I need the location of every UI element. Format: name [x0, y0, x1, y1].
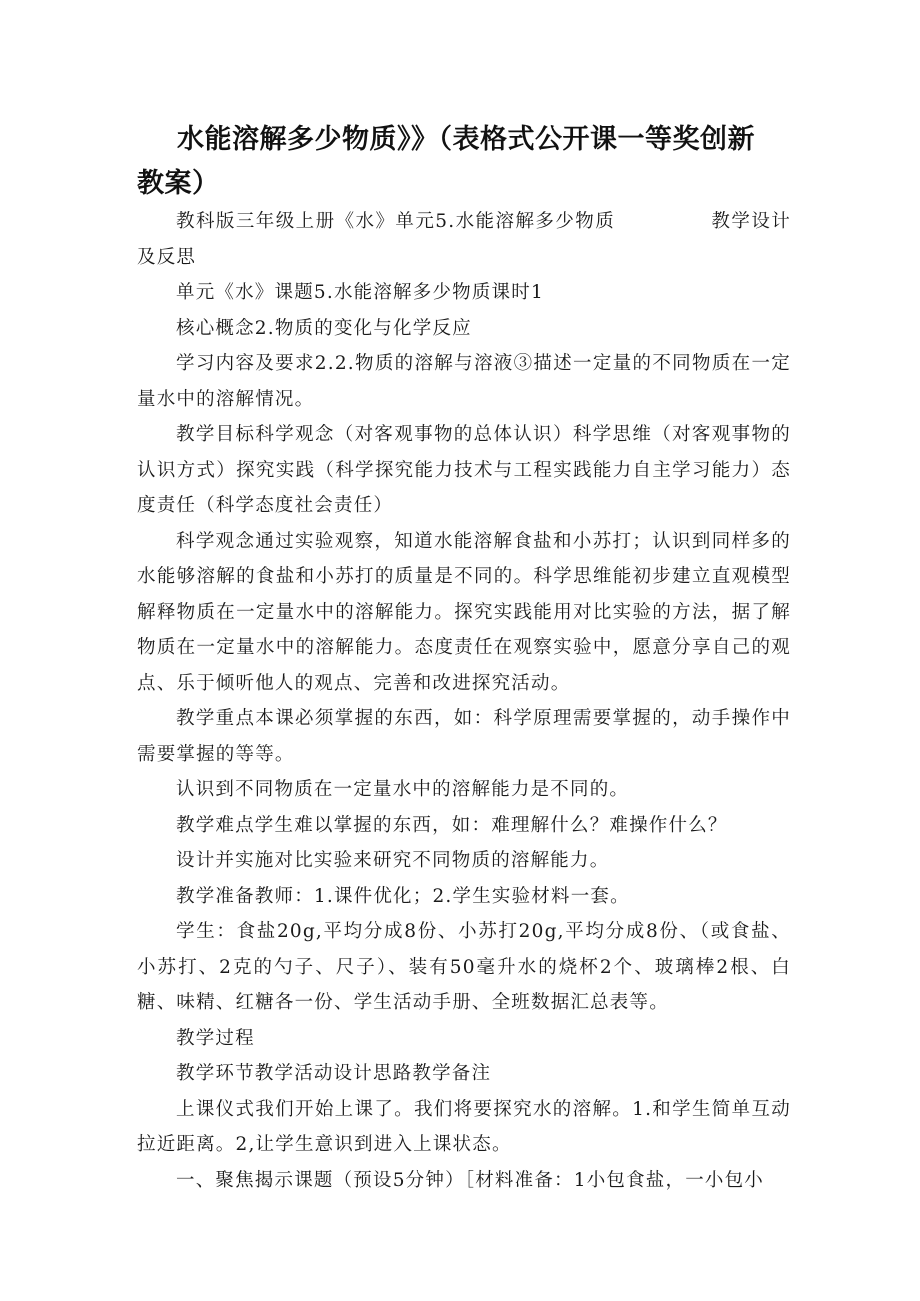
subtitle-paragraph: [137, 204, 791, 275]
paragraph-learning-requirements: 学习内容及要求2.2.物质的溶解与溶液③描述一定量的不同物质在一定量水中的溶解情况。: [137, 353, 791, 410]
document-body: [137, 204, 791, 1198]
paragraph-difficulties: 教学难点学生难以掌握的东西，如：难理解什么？难操作什么？: [176, 814, 728, 836]
paragraph-class-opening: 上课仪式我们开始上课了。我们将要探究水的溶解。1.和学生简单互动拉近距离。2,让学生意识到进入上课状态。: [137, 1098, 791, 1155]
paragraph-unit-info: 单元《水》课题5.水能溶解多少物质课时1: [176, 282, 544, 303]
paragraph-key-points: 教学重点本课必须掌握的东西，如：科学原理需要掌握的，动手操作中需要掌握的等等。: [137, 708, 791, 765]
document-title: 水能溶解多少物质》》（表格式公开课一等奖创新教案）: [137, 124, 755, 199]
paragraph-difficulty-content: 设计并实施对比实验来研究不同物质的溶解能力。: [176, 850, 610, 871]
subtitle-part-1: 教科版三年级上册《水》单元5.水能溶解多少物质: [176, 211, 616, 232]
paragraph-core-concept: 核心概念2.物质的变化与化学反应: [176, 317, 472, 339]
paragraph-teacher-preparation: 教学准备教师：1.课件优化；2.学生实验材料一套。: [176, 885, 630, 907]
paragraph-teaching-process: 教学过程: [176, 1027, 255, 1049]
paragraph-section-one: 一、聚焦揭示课题（预设5分钟）［材料准备：1小包食盐，一小包小: [176, 1169, 764, 1191]
paragraph-student-materials: 学生：食盐20g,平均分成8份、小苏打20g,平均分成8份、（或食盐、小苏打、2克的勺子、尺子）、装有50毫升水的烧杯2个、玻璃棒2根、白糖、味精、红糖各一份、学生活动手册、全班数据汇总表等。: [137, 921, 791, 1013]
paragraph-table-header: 教学环节教学活动设计思路教学备注: [176, 1063, 492, 1084]
paragraph-goal-details: 科学观念通过实验观察，知道水能溶解食盐和小苏打；认识到同样多的水能够溶解的食盐和小苏打的质量是不同的。科学思维能初步建立直观模型解释物质在一定量水中的溶解能力。探究实践能用对比实验的方法，据了解物质在一定量水中的溶解能力。态度责任在观察实验中，愿意分享自己的观点、乐于倾听他人的观点、完善和改进探究活动。: [137, 530, 791, 694]
paragraph-teaching-goals: 教学目标科学观念（对客观事物的总体认识）科学思维（对客观事物的认识方式）探究实践（科学探究能力技术与工程实践能力自主学习能力）态度责任（科学态度社会责任）: [137, 424, 791, 516]
subtitle-part-2: 教学设计及反思: [137, 211, 791, 268]
paragraph-key-point-content: 认识到不同物质在一定量水中的溶解能力是不同的。: [176, 779, 630, 800]
